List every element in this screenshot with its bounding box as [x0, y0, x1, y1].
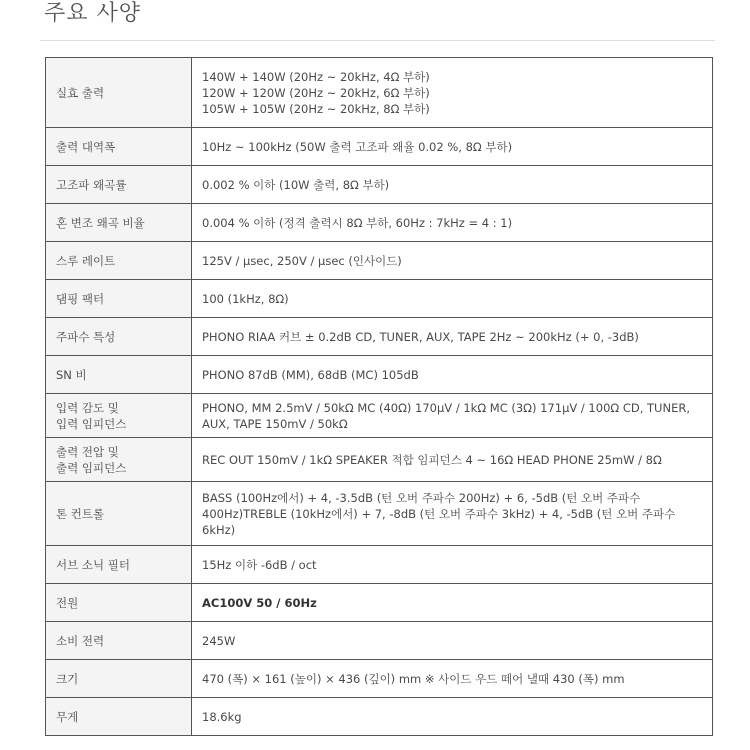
spec-value-line: 140W + 140W (20Hz ~ 20kHz, 4Ω 부하) [202, 69, 430, 84]
spec-label-text: 전원 [56, 595, 79, 610]
spec-value-line: 400Hz)TREBLE (10kHz에서) + 7, -8dB (턴 오버 주파수 3kHz) + 4, -5dB (턴 오버 주파수 [202, 506, 676, 521]
spec-value [192, 356, 713, 394]
spec-value-line: 10Hz ~ 100kHz (50W 출력 고조파 왜율 0.02 %, 8Ω 부하) [202, 139, 513, 154]
spec-value-line: 0.002 % 이하 (10W 출력, 8Ω 부하) [202, 177, 390, 192]
spec-label-text: 무게 [56, 709, 79, 724]
spec-label-text: 소비 전력 [56, 633, 105, 648]
table-row [46, 318, 713, 356]
spec-label-text: 톤 컨트롤 [56, 506, 105, 521]
spec-label [46, 280, 192, 318]
spec-value-line: REC OUT 150mV / 1kΩ SPEAKER 적합 임피던스 4 ~ 16Ω HEAD PHONE 25mW / 8Ω [202, 452, 662, 467]
spec-value-line: 18.6kg [202, 709, 242, 724]
spec-label-text: 혼 변조 왜곡 비율 [56, 215, 145, 230]
spec-value [192, 438, 713, 482]
spec-label [46, 356, 192, 394]
spec-value-line: PHONO RIAA 커브 ± 0.2dB CD, TUNER, AUX, TAPE 2Hz ~ 200kHz (+ 0, -3dB) [202, 329, 639, 344]
table-row [46, 660, 713, 698]
spec-value-line: 100 (1kHz, 8Ω) [202, 291, 289, 306]
spec-label [46, 482, 192, 546]
table-row [46, 698, 713, 736]
spec-value-line: PHONO 87dB (MM), 68dB (MC) 105dB [202, 367, 419, 382]
spec-label [46, 622, 192, 660]
spec-label [46, 438, 192, 482]
spec-label [46, 58, 192, 128]
page-title: 주요 사양 [44, 1, 142, 26]
spec-value-line: 120W + 120W (20Hz ~ 20kHz, 6Ω 부하) [202, 85, 430, 100]
spec-label-line: 출력 임피던스 [56, 460, 127, 475]
spec-label-text: 고조파 왜곡률 [56, 177, 127, 192]
table-row [46, 58, 713, 128]
table-row [46, 622, 713, 660]
spec-value-line: PHONO, MM 2.5mV / 50kΩ MC (40Ω) 170μV / 1kΩ MC (3Ω) 171μV / 100Ω CD, TUNER, [202, 400, 690, 415]
spec-value-line: 0.004 % 이하 (정격 출력시 8Ω 부하, 60Hz : 7kHz = 4 : 1) [202, 215, 513, 230]
spec-label [46, 318, 192, 356]
spec-table-body [46, 58, 713, 736]
spec-label-text: SN 비 [56, 367, 87, 382]
spec-label [46, 204, 192, 242]
spec-label-text: 주파수 특성 [56, 329, 116, 344]
spec-value [192, 482, 713, 546]
spec-value [192, 280, 713, 318]
spec-label [46, 584, 192, 622]
spec-label [46, 128, 192, 166]
title-divider [40, 40, 715, 41]
table-row [46, 482, 713, 546]
table-row [46, 356, 713, 394]
spec-label-text: 댐핑 팩터 [56, 291, 105, 306]
table-row [46, 204, 713, 242]
spec-value-line: 6kHz) [202, 522, 236, 537]
spec-value-line: 105W + 105W (20Hz ~ 20kHz, 8Ω 부하) [202, 101, 430, 116]
spec-label [46, 698, 192, 736]
spec-value-line: AUX, TAPE 150mV / 50kΩ [202, 416, 348, 431]
table-row [46, 546, 713, 584]
spec-label-line: 입력 감도 및 [56, 400, 119, 415]
spec-label-text: 크기 [56, 671, 79, 686]
spec-value-line: 125V / μsec, 250V / μsec (인사이드) [202, 253, 402, 268]
table-row [46, 166, 713, 204]
spec-label [46, 242, 192, 280]
spec-label-line: 입력 임피던스 [56, 416, 127, 431]
spec-label [46, 546, 192, 584]
spec-label [46, 166, 192, 204]
spec-value [192, 242, 713, 280]
spec-value [192, 318, 713, 356]
spec-label-text: 실효 출력 [56, 85, 105, 100]
spec-label-text: 스루 레이트 [56, 253, 116, 268]
spec-value-line: BASS (100Hz에서) + 4, -3.5dB (턴 오버 주파수 200Hz) + 6, -5dB (턴 오버 주파수 [202, 490, 641, 505]
table-row [46, 128, 713, 166]
spec-value [192, 622, 713, 660]
spec-label-text: 출력 대역폭 [56, 139, 116, 154]
spec-value [192, 584, 713, 622]
spec-label [46, 660, 192, 698]
spec-value [192, 394, 713, 438]
spec-value-line: AC100V 50 / 60Hz [202, 595, 317, 610]
spec-value [192, 58, 713, 128]
spec-value-line: 470 (폭) × 161 (높이) × 436 (깊이) mm ※ 사이드 우드 떼어 낼때 430 (폭) mm [202, 671, 625, 686]
spec-label [46, 394, 192, 438]
spec-value [192, 166, 713, 204]
spec-value-line: 245W [202, 633, 236, 648]
table-row [46, 438, 713, 482]
spec-value [192, 128, 713, 166]
spec-value [192, 698, 713, 736]
table-row [46, 584, 713, 622]
table-row [46, 242, 713, 280]
spec-table [45, 57, 713, 736]
spec-value [192, 204, 713, 242]
table-row [46, 280, 713, 318]
table-row [46, 394, 713, 438]
spec-value-line: 15Hz 이하 -6dB / oct [202, 557, 317, 572]
spec-label-line: 출력 전압 및 [56, 444, 119, 459]
spec-label-text: 서브 소닉 필터 [56, 557, 130, 572]
spec-value [192, 546, 713, 584]
spec-value [192, 660, 713, 698]
